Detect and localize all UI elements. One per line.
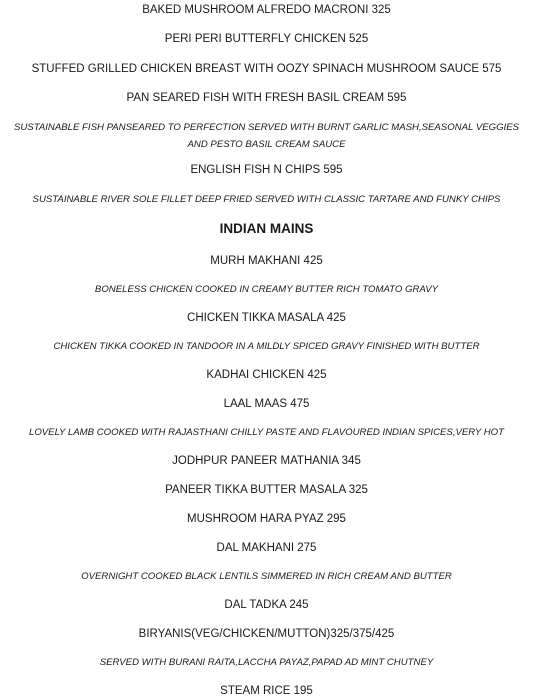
menu-item-chicken-tikka-masala: CHICKEN TIKKA MASALA 425 [187,312,346,324]
menu-item-paneer-tikka-butter-masala: PANEER TIKKA BUTTER MASALA 325 [165,484,368,496]
menu-item-description-laal-maas: LOVELY LAMB COOKED WITH RAJASTHANI CHILLY PASTE AND FLAVOURED INDIAN SPICES,VERY HOT [28,427,505,438]
menu-item-pan-seared-fish: PAN SEARED FISH WITH FRESH BASIL CREAM 595 [126,92,407,104]
menu-item-description-english-fish-n-chips: SUSTAINABLE RIVER SOLE FILLET DEEP FRIED SERVED WITH CLASSIC TARTARE AND FUNKY CHIPS [32,194,501,205]
menu-item-description-pan-seared-fish: SUSTAINABLE FISH PANSEARED TO PERFECTION SERVED WITH BURNT GARLIC MASH,SEASONAL VEGGIES AND PESTO BASIL CREAM SAUCE [13,122,520,150]
menu-item-description-dal-makhani: OVERNIGHT COOKED BLACK LENTILS SIMMERED IN RICH CREAM AND BUTTER [81,571,452,582]
menu-item-murh-makhani: MURH MAKHANI 425 [210,255,323,267]
menu-item-baked-mushroom-alfredo-macroni: BAKED MUSHROOM ALFREDO MACRONI 325 [142,4,391,16]
menu-item-description-biryanis: SERVED WITH BURANI RAITA,LACCHA PAYAZ,PAPAD AD MINT CHUTNEY [99,657,434,668]
menu-item-peri-peri-butterfly-chicken: PERI PERI BUTTERFLY CHICKEN 525 [164,33,369,45]
menu-item-jodhpur-paneer-mathania: JODHPUR PANEER MATHANIA 345 [172,455,361,467]
section-heading-indian-mains: INDIAN MAINS [219,221,314,236]
menu-item-kadhai-chicken: KADHAI CHICKEN 425 [206,369,327,381]
menu-item-steam-rice: STEAM RICE 195 [220,685,313,697]
menu-item-dal-makhani: DAL MAKHANI 275 [216,542,317,554]
menu-item-description-chicken-tikka-masala: CHICKEN TIKKA COOKED IN TANDOOR IN A MILDLY SPICED GRAVY FINISHED WITH BUTTER [53,341,480,352]
menu-item-stuffed-grilled-chicken-breast: STUFFED GRILLED CHICKEN BREAST WITH OOZY SPINACH MUSHROOM SAUCE 575 [31,63,502,75]
menu-item-english-fish-n-chips: ENGLISH FISH N CHIPS 595 [190,164,343,176]
menu-item-description-murh-makhani: BONELESS CHICKEN COOKED IN CREAMY BUTTER RICH TOMATO GRAVY [94,284,439,295]
menu-item-laal-maas: LAAL MAAS 475 [223,398,310,410]
menu-item-biryanis: BIRYANIS(VEG/CHICKEN/MUTTON)325/375/425 [138,628,395,640]
menu-item-mushroom-hara-pyaz: MUSHROOM HARA PYAZ 295 [187,513,346,525]
menu-item-dal-tadka: DAL TADKA 245 [224,599,309,611]
